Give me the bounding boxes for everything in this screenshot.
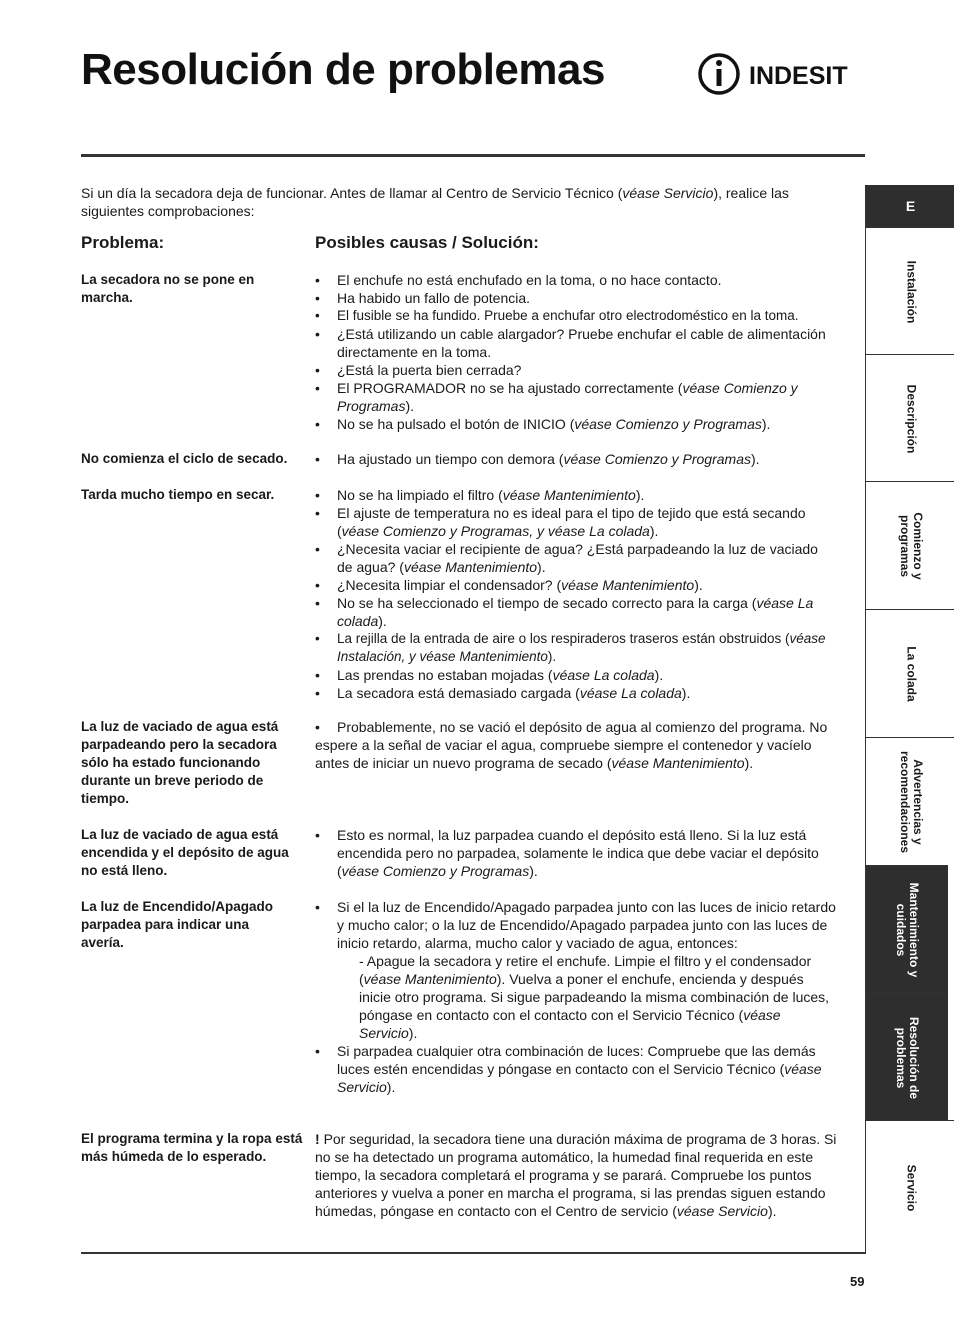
solution-item: • La secadora está demasiado cargada (véase La colada). [315,684,837,702]
section-sidebar [865,185,954,1254]
solution-list [315,271,837,433]
problem-text: La luz de vaciado de agua está parpadeando pero la secadora sólo ha estado funcionando durante un breve periodo de tiempo. [81,719,279,806]
solution-header: Posibles causas / Solución: [315,233,539,252]
problem-text: Tarda mucho tiempo en secar. [81,487,275,502]
solution-item: • Ha ajustado un tiempo con demora (véase Comienzo y Programas). [315,450,837,468]
solution-item: • El fusible se ha fundido. Pruebe a enchufar otro electrodoméstico en la toma. [315,307,837,325]
solution-item: • ¿Necesita limpiar el condensador? (véase Mantenimiento). [315,576,837,594]
solution-item: • El ajuste de temperatura no es ideal para el tipo de tejido que está secando (véase Comienzo y Programas, y véase La colada). [315,504,837,540]
solution-item: • No se ha seleccionado el tiempo de secado correcto para la carga (véase La colada). [315,594,837,630]
problem-header: Problema: [81,233,165,252]
solution-item: • Esto es normal, la luz parpadea cuando el depósito está lleno. Si la luz está encendida pero no parpadea, solamente le indica que debe vaciar el depósito (véase Comienzo y Programas). [315,826,837,880]
indesit-logo [697,52,867,96]
problem-text: La luz de vaciado de agua está encendida y el depósito de agua no está lleno. [81,827,289,878]
bottom-rule [81,1252,865,1254]
tab-resolucion[interactable]: Resolución de problemas [866,993,948,1121]
solution-item: • ¿Está utilizando un cable alargador? Pruebe enchufar el cable de alimentación directamente en la toma. [315,325,837,361]
tab-mantenimiento[interactable]: Mantenimiento y cuidados [866,865,948,994]
page-title: Resolución de problemas [81,45,605,94]
solution-item: • No se ha limpiado el filtro (véase Mantenimiento). [315,486,837,504]
problem-text: No comienza el ciclo de secado. [81,451,288,466]
tab-instalacion[interactable]: Instalación [866,227,954,355]
solution-list [315,826,837,880]
solution-paragraph: • Probablemente, no se vació el depósito de agua al comienzo del programa. No espere a la señal de vaciar el agua, compruebe siempre el contenedor y vacíelo antes de iniciar un nuevo programa de secado (véase Mantenimiento). [315,719,828,771]
tab-descripcion[interactable]: Descripción [866,354,954,482]
solution-item: • Las prendas no estaban mojadas (véase La colada). [315,666,837,684]
solution-item: • Ha habido un fallo de potencia. [315,289,837,307]
problem-text: El programa termina y la ropa está más húmeda de lo esperado. [81,1131,303,1164]
brand-text: INDESIT [749,62,848,90]
language-tab: E [866,185,954,227]
solution-item: • El enchufe no está enchufado en la toma, o no hace contacto. [315,271,837,289]
tab-advertencias[interactable]: Advertencias y recomendaciones [866,737,954,866]
solution-subitem: - Apague la secadora y retire el enchufe. Limpie el filtro y el condensador (véase Mantenimiento). Vuelva a poner el enchufe, encienda y después inicie otro programa. Si sigue parpadeando la misma combinación de luces, póngase en contacto con el contacto con el Servicio Técnico (véase Servicio). [359,953,830,1041]
tab-la-colada[interactable]: La colada [866,609,954,738]
solution-item: • Si el la luz de Encendido/Apagado parpadea junto con las luces de inicio retardo y mucho calor; o la luz de Encendido/Apagado parpadea junto con las luces de inicio retardo, alarma, mucho calor y vaciado de agua, entonces: - Apague la secadora y retire el enchufe. Limpie el filtro y el condensador (véase Mantenimiento). Vuelva a poner el enchufe, encienda y después inicie otro programa. Si sigue parpadeando la misma combinación de luces, póngase en contacto con el contacto con el Servicio Técnico (véase Servicio). [315,898,837,1042]
solution-item: • Si parpadea cualquier otra combinación de luces: Compruebe que las demás luces estén encendidas y póngase en contacto con el Servicio Técnico (véase Servicio). [315,1042,837,1096]
top-rule [81,154,865,157]
solution-item: • El PROGRAMADOR no se ha ajustado correctamente (véase Comienzo y Programas). [315,379,837,415]
solution-item: • No se ha pulsado el botón de INICIO (véase Comienzo y Programas). [315,415,837,433]
solution-item: • ¿Está la puerta bien cerrada? [315,361,837,379]
solution-item: • La rejilla de la entrada de aire o los respiraderos traseros están obstruidos (véase Instalación, y véase Mantenimiento). [315,630,837,666]
intro-text: Si un día la secadora deja de funcionar. Antes de llamar al Centro de Servicio Técnico (véase Servicio), realice las siguientes comprobaciones: [81,185,789,219]
solution-paragraph: ! Por seguridad, la secadora tiene una duración máxima de programa de 3 horas. Si no se ha detectado un programa automático, la humedad final requerida en este tiempo, la secadora completará el programa y se parará. Compruebe los puntos anteriores y vuelva a poner en marcha el programa, si las prendas siguen estando húmedas, póngase en contacto con el Centro de servicio (véase Servicio). [315,1131,837,1219]
warning-mark: ! [315,1131,320,1147]
solution-list [315,486,837,702]
solution-list [315,450,837,468]
solution-list [315,898,837,1096]
problem-text: La luz de Encendido/Apagado parpadea para indicar una avería. [81,899,274,950]
tab-comienzo-programas[interactable]: Comienzo y programas [866,481,954,610]
problem-text: La secadora no se pone en marcha. [81,272,255,305]
solution-item: • ¿Necesita vaciar el recipiente de agua? ¿Está parpadeando la luz de vaciado de agua? (véase Mantenimiento). [315,540,837,576]
tab-servicio[interactable]: Servicio [866,1120,954,1255]
page-number: 59 [850,1274,865,1289]
